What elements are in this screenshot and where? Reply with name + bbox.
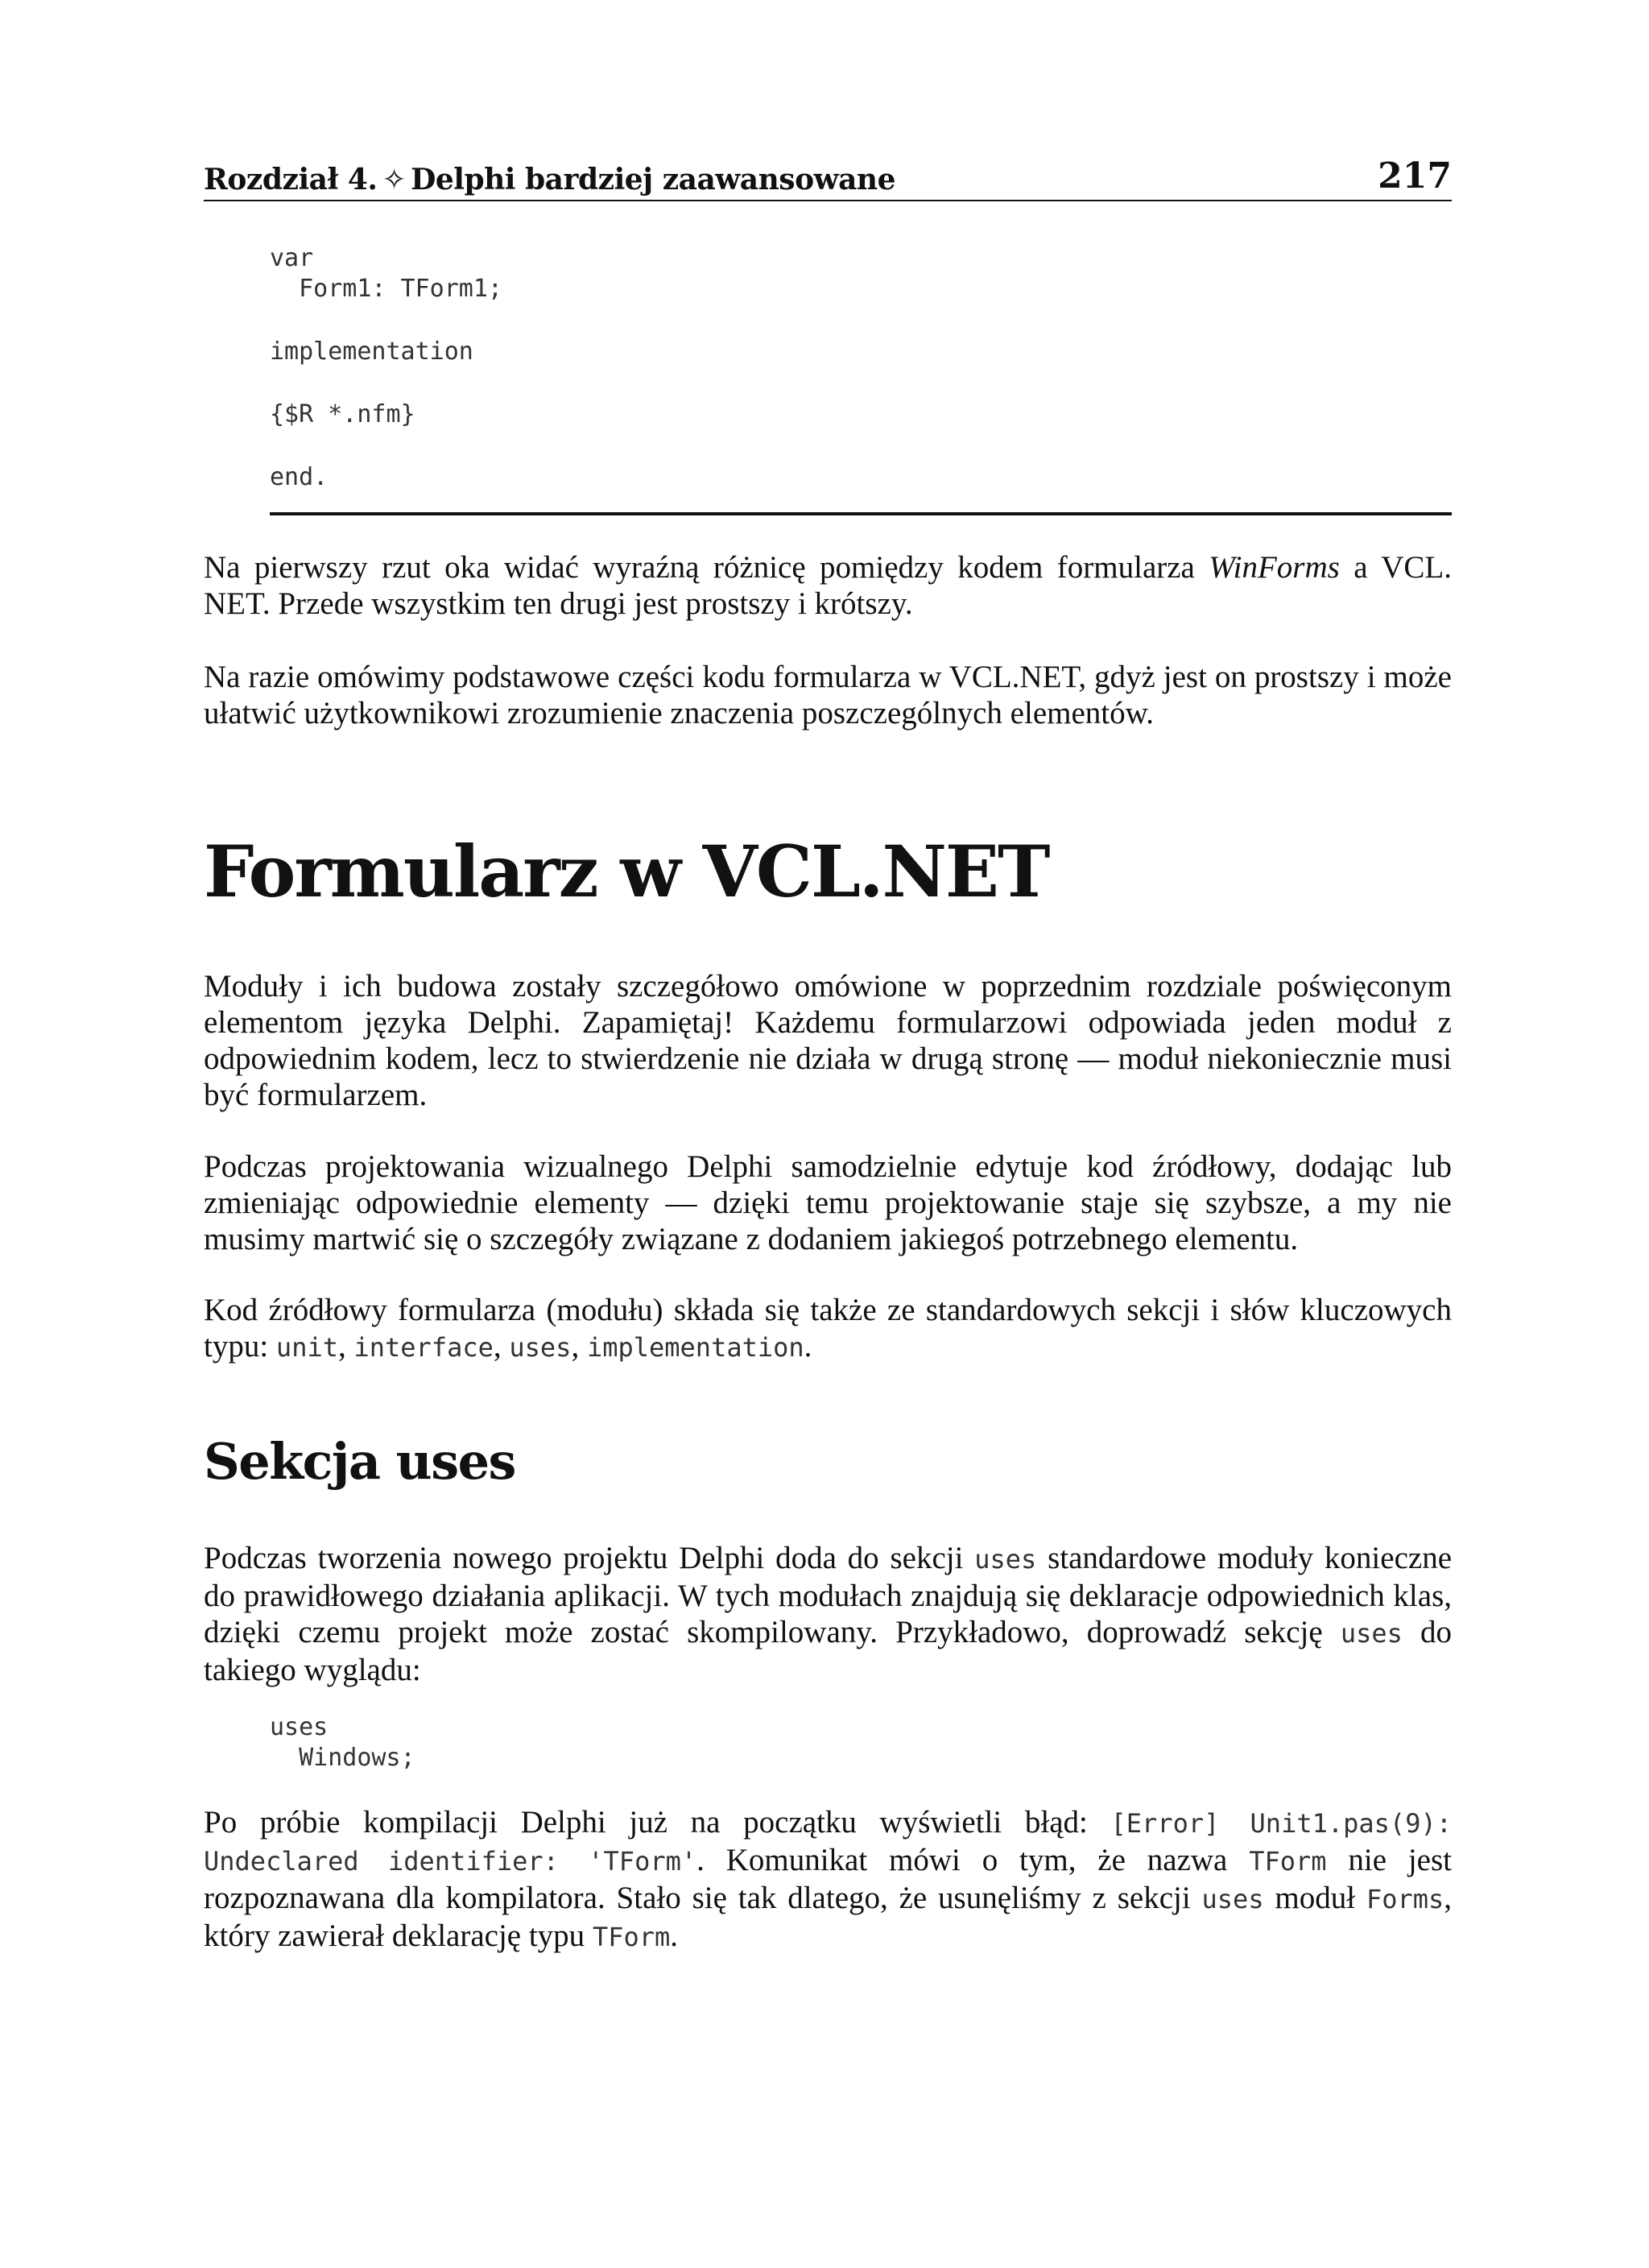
paragraph-7 bbox=[204, 1804, 1452, 1956]
code-tform: TForm bbox=[1249, 1846, 1327, 1877]
code-uses: uses bbox=[509, 1332, 572, 1363]
code-line-form1: Form1: TForm1; bbox=[270, 275, 502, 303]
heading-formularz: Formularz w VCL.NET bbox=[204, 830, 1049, 913]
text: a VCL. NET. Przede wszystkim ten drugi jest prostszy i krótszy. bbox=[204, 550, 1452, 621]
paragraph-6 bbox=[204, 1540, 1452, 1688]
text: Podczas tworzenia nowego projektu Delphi doda do sekcji bbox=[204, 1541, 975, 1575]
heading-sekcja-uses: Sekcja uses bbox=[204, 1432, 515, 1491]
emphasis-winforms: WinForms bbox=[1209, 550, 1340, 585]
code-line-var: var bbox=[270, 244, 314, 272]
chapter-label: Rozdział 4. bbox=[204, 163, 378, 197]
text: Kod źródłowy formularza (modułu) składa się także ze standardowych sekcji i słów kluczowych typu: bbox=[204, 1293, 1452, 1364]
text: . bbox=[804, 1329, 812, 1364]
code-unit: unit bbox=[275, 1332, 338, 1363]
paragraph-5 bbox=[204, 1292, 1452, 1366]
separator-icon: ✧ bbox=[382, 163, 407, 197]
text: moduł bbox=[1263, 1881, 1366, 1915]
code-error-message: [Error] Unit1.pas(9): Undeclared identifier: 'TForm' bbox=[204, 1808, 1452, 1877]
text: . Komunikat mówi o tym, że nazwa bbox=[696, 1843, 1250, 1877]
text: , który zawierał deklarację typu bbox=[204, 1881, 1453, 1953]
code-interface: interface bbox=[353, 1332, 494, 1363]
code-tform: TForm bbox=[592, 1922, 671, 1952]
text: , bbox=[337, 1329, 354, 1364]
text: standardowe moduły konieczne do prawidłowego działania aplikacji. W tych modułach znajdują się deklaracje odpowiednich klas, dzięki czemu projekt może zostać skompilowany. Przykładowo, doprowadź sekcję bbox=[204, 1541, 1453, 1649]
code-line-implementation: implementation bbox=[270, 337, 473, 366]
text: , bbox=[493, 1329, 510, 1364]
code-line-uses: uses bbox=[270, 1713, 329, 1741]
text: , bbox=[571, 1329, 587, 1364]
chapter-title bbox=[204, 163, 895, 197]
text: Na pierwszy rzut oka widać wyraźną różnicę pomiędzy kodem formularza bbox=[204, 550, 1209, 585]
code-uses: uses bbox=[974, 1544, 1037, 1575]
text: Po próbie kompilacji Delphi już na początku wyświetli błąd: bbox=[204, 1805, 1111, 1840]
running-header bbox=[204, 151, 1452, 201]
code-uses: uses bbox=[1340, 1618, 1403, 1649]
paragraph-1 bbox=[204, 549, 1452, 622]
paragraph-3: Moduły i ich budowa zostały szczegółowo omówione w poprzednim rozdziale poświęconym elementom języka Delphi. Zapamiętaj! Każdemu formularzowi odpowiada jeden moduł z odpowiednim kodem, lecz to stwierdzenie nie działa w drugą stronę — moduł niekoniecznie musi być formularzem. bbox=[204, 969, 1452, 1112]
page-number: 217 bbox=[1378, 155, 1452, 197]
code-forms: Forms bbox=[1366, 1884, 1444, 1914]
paragraph-2: Na razie omówimy podstawowe części kodu formularza w VCL.NET, gdyż jest on prostszy i może ułatwić użytkownikowi zrozumienie znaczenia poszczególnych elementów. bbox=[204, 660, 1452, 730]
text: . bbox=[670, 1918, 679, 1953]
text: do takiego wyglądu: bbox=[204, 1615, 1453, 1687]
code-line-windows: Windows; bbox=[270, 1744, 415, 1772]
text: nie jest rozpoznawana dla kompilatora. Stało się tak dlatego, że usunęliśmy z sekcji bbox=[204, 1843, 1453, 1915]
paragraph-4: Podczas projektowania wizualnego Delphi samodzielnie edytuje kod źródłowy, dodając lub zmieniając odpowiednie elementy — dzięki temu projektowanie staje się szybsze, a my nie musimy martwić się o szczegóły związane z dodaniem jakiegoś potrzebnego elementu. bbox=[204, 1149, 1452, 1256]
code-line-resource: {$R *.nfm} bbox=[270, 400, 415, 428]
code-line-end: end. bbox=[270, 463, 329, 491]
code-implementation: implementation bbox=[586, 1332, 804, 1363]
chapter-name: Delphi bardziej zaawansowane bbox=[411, 163, 895, 197]
code-divider bbox=[270, 512, 1452, 515]
code-uses: uses bbox=[1201, 1884, 1264, 1914]
